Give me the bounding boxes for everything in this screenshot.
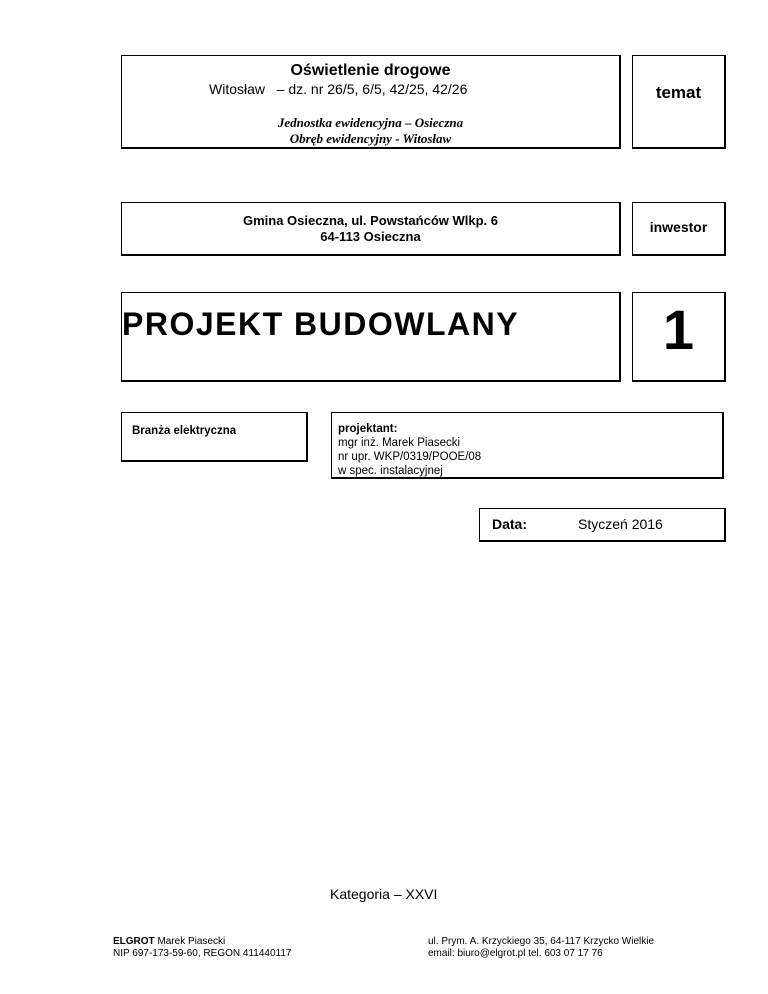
- investor-address: Gmina Osieczna, ul. Powstańców Wlkp. 6: [242, 213, 498, 228]
- investor-postal: 64-113 Osieczna: [320, 229, 421, 244]
- footer-company-name: ELGROT: [113, 936, 155, 947]
- subject-label-box: [632, 55, 726, 149]
- subject-box: [121, 55, 621, 149]
- registry-precinct: Obręb ewidencyjny - Witosław: [289, 131, 452, 146]
- footer-company-owner: Marek Piasecki: [154, 936, 226, 947]
- volume-number: 1: [662, 298, 695, 361]
- footer-contact: email: biuro@elgrot.pl tel. 603 07 17 76: [428, 948, 603, 959]
- volume-box: [632, 292, 726, 382]
- investor-label: inwestor: [649, 219, 708, 235]
- investor-label-box: [632, 202, 726, 256]
- designer-name: mgr inż. Marek Piasecki: [338, 437, 461, 449]
- project-title: PROJEKT BUDOWLANY: [122, 306, 520, 342]
- designer-license: nr upr. WKP/0319/POOE/08: [338, 451, 482, 463]
- footer-company: [113, 936, 225, 947]
- date-label: Data:: [492, 516, 528, 532]
- registry-unit: Jednostka ewidencyjna – Osieczna: [277, 115, 464, 130]
- date-box: [479, 508, 726, 542]
- branch-label: Branża elektryczna: [132, 425, 237, 437]
- investor-box: [121, 202, 621, 256]
- footer-address: ul. Prym. A. Krzyckiego 35, 64-117 Krzycko Wielkie: [428, 936, 655, 947]
- designer-heading: projektant:: [338, 423, 398, 435]
- designer-box: [331, 412, 724, 479]
- subject-title: Oświetlenie drogowe: [290, 62, 451, 79]
- footer-nip-regon: NIP 697-173-59-60, REGON 411440117: [113, 948, 292, 959]
- subject-label: temat: [655, 83, 702, 102]
- designer-specialty: w spec. instalacyjnej: [338, 465, 443, 477]
- category: Kategoria – XXVI: [330, 886, 438, 902]
- project-title-box: [121, 292, 621, 382]
- branch-box: [121, 412, 308, 462]
- subject-location: Witosław – dz. nr 26/5, 6/5, 42/25, 42/26: [209, 81, 468, 97]
- date-value: Styczeń 2016: [578, 516, 663, 532]
